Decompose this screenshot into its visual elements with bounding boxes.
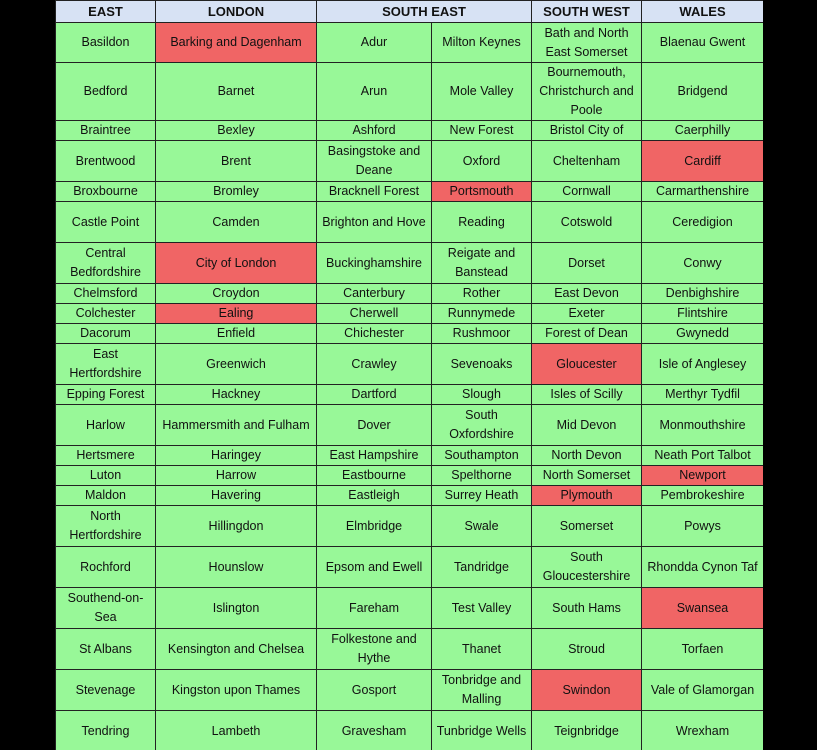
table-cell: New Forest	[432, 121, 532, 141]
table-cell: Tonbridge and Malling	[432, 670, 532, 711]
table-cell: Spelthorne	[432, 466, 532, 486]
table-cell: Powys	[642, 506, 763, 547]
table-cell: Broxbourne	[56, 182, 156, 202]
table-cell: Milton Keynes	[432, 23, 532, 63]
table-cell: Newport	[642, 466, 763, 486]
table-cell: Harlow	[56, 405, 156, 446]
table-cell: Central Bedfordshire	[56, 243, 156, 284]
table-cell: Canterbury	[317, 284, 432, 304]
table-cell: Luton	[56, 466, 156, 486]
table-cell: Colchester	[56, 304, 156, 324]
table-cell: Rhondda Cynon Taf	[642, 547, 763, 588]
table-cell: Conwy	[642, 243, 763, 284]
table-cell: Southend-on-Sea	[56, 588, 156, 629]
table-cell: North Somerset	[532, 466, 642, 486]
table-cell: Lambeth	[156, 711, 317, 750]
table-cell: Southampton	[432, 446, 532, 466]
table-cell: Ealing	[156, 304, 317, 324]
table-cell: Maldon	[56, 486, 156, 506]
table-cell: Buckinghamshire	[317, 243, 432, 284]
column-header: SOUTH WEST	[532, 1, 642, 23]
table-cell: South Oxfordshire	[432, 405, 532, 446]
table-cell: Reigate and Banstead	[432, 243, 532, 284]
table-cell: Cardiff	[642, 141, 763, 182]
table-cell: Rushmoor	[432, 324, 532, 344]
table-cell: Greenwich	[156, 344, 317, 385]
table-cell: Bromley	[156, 182, 317, 202]
table-row	[56, 385, 764, 405]
table-cell: Gloucester	[532, 344, 642, 385]
table-cell: South Gloucestershire	[532, 547, 642, 588]
table-row	[56, 588, 764, 629]
table-cell: Chichester	[317, 324, 432, 344]
table-cell: Sevenoaks	[432, 344, 532, 385]
table-cell: Cheltenham	[532, 141, 642, 182]
table-cell: Harrow	[156, 466, 317, 486]
table-cell: Barking and Dagenham	[156, 23, 317, 63]
table-cell: Brighton and Hove	[317, 202, 432, 243]
spreadsheet	[55, 0, 763, 750]
table-cell: Havering	[156, 486, 317, 506]
table-cell: Rother	[432, 284, 532, 304]
table-cell: Eastbourne	[317, 466, 432, 486]
table-cell: Hertsmere	[56, 446, 156, 466]
table-cell: Merthyr Tydfil	[642, 385, 763, 405]
table-row	[56, 506, 764, 547]
table-cell: Eastleigh	[317, 486, 432, 506]
table-row	[56, 63, 764, 121]
table-cell: Basildon	[56, 23, 156, 63]
table-cell: Enfield	[156, 324, 317, 344]
table-cell: Flintshire	[642, 304, 763, 324]
table-cell: Denbighshire	[642, 284, 763, 304]
table-cell: North Devon	[532, 446, 642, 466]
table-cell: Swansea	[642, 588, 763, 629]
table-cell: Swale	[432, 506, 532, 547]
table-cell: Dacorum	[56, 324, 156, 344]
table-cell: Chelmsford	[56, 284, 156, 304]
table-cell: Croydon	[156, 284, 317, 304]
table-cell: Bath and North East Somerset	[532, 23, 642, 63]
table-cell: Epping Forest	[56, 385, 156, 405]
table-cell: Adur	[317, 23, 432, 63]
table-cell: Oxford	[432, 141, 532, 182]
table-cell: Slough	[432, 385, 532, 405]
table-cell: Isles of Scilly	[532, 385, 642, 405]
table-cell: Tandridge	[432, 547, 532, 588]
table-cell: Elmbridge	[317, 506, 432, 547]
table-row	[56, 23, 764, 63]
table-cell: Test Valley	[432, 588, 532, 629]
table-cell: Torfaen	[642, 629, 763, 670]
table-cell: Hounslow	[156, 547, 317, 588]
column-header: WALES	[642, 1, 763, 23]
table-cell: Gosport	[317, 670, 432, 711]
table-cell: Rochford	[56, 547, 156, 588]
table-cell: Somerset	[532, 506, 642, 547]
table-cell: Cornwall	[532, 182, 642, 202]
table-cell: Hillingdon	[156, 506, 317, 547]
table-row	[56, 304, 764, 324]
table-cell: Wrexham	[642, 711, 763, 750]
table-cell: Surrey Heath	[432, 486, 532, 506]
table-cell: Stroud	[532, 629, 642, 670]
table-row	[56, 670, 764, 711]
table-cell: Dartford	[317, 385, 432, 405]
table-cell: Ceredigion	[642, 202, 763, 243]
table-cell: Exeter	[532, 304, 642, 324]
table-cell: Monmouthshire	[642, 405, 763, 446]
table-cell: Arun	[317, 63, 432, 121]
table-row	[56, 284, 764, 304]
table-cell: Swindon	[532, 670, 642, 711]
table-row	[56, 405, 764, 446]
table-cell: Haringey	[156, 446, 317, 466]
table-cell: City of London	[156, 243, 317, 284]
table-cell: Brentwood	[56, 141, 156, 182]
table-row	[56, 182, 764, 202]
table-row	[56, 486, 764, 506]
table-cell: Bexley	[156, 121, 317, 141]
table-cell: East Hampshire	[317, 446, 432, 466]
table-cell: Gwynedd	[642, 324, 763, 344]
table-row	[56, 711, 764, 750]
table-cell: Neath Port Talbot	[642, 446, 763, 466]
table-cell: East Hertfordshire	[56, 344, 156, 385]
districts-table	[55, 0, 763, 750]
table-cell: Bridgend	[642, 63, 763, 121]
table-cell: Stevenage	[56, 670, 156, 711]
table-cell: Plymouth	[532, 486, 642, 506]
table-cell: Cotswold	[532, 202, 642, 243]
table-cell: Vale of Glamorgan	[642, 670, 763, 711]
table-cell: Dover	[317, 405, 432, 446]
table-row	[56, 243, 764, 284]
table-cell: Mole Valley	[432, 63, 532, 121]
table-row	[56, 141, 764, 182]
table-cell: Epsom and Ewell	[317, 547, 432, 588]
table-row	[56, 547, 764, 588]
header-row	[56, 1, 764, 23]
table-cell: Braintree	[56, 121, 156, 141]
table-cell: Tunbridge Wells	[432, 711, 532, 750]
table-body	[56, 23, 764, 750]
table-cell: South Hams	[532, 588, 642, 629]
table-cell: Islington	[156, 588, 317, 629]
table-row	[56, 121, 764, 141]
table-cell: Gravesham	[317, 711, 432, 750]
table-cell: Kensington and Chelsea	[156, 629, 317, 670]
table-cell: Bedford	[56, 63, 156, 121]
table-cell: St Albans	[56, 629, 156, 670]
table-cell: Mid Devon	[532, 405, 642, 446]
table-cell: Thanet	[432, 629, 532, 670]
table-cell: Bournemouth, Christchurch and Poole	[532, 63, 642, 121]
table-cell: Dorset	[532, 243, 642, 284]
table-cell: Fareham	[317, 588, 432, 629]
table-cell: Blaenau Gwent	[642, 23, 763, 63]
table-cell: Castle Point	[56, 202, 156, 243]
table-row	[56, 344, 764, 385]
table-cell: Ashford	[317, 121, 432, 141]
table-cell: Carmarthenshire	[642, 182, 763, 202]
table-cell: Reading	[432, 202, 532, 243]
table-cell: Folkestone and Hythe	[317, 629, 432, 670]
table-cell: Kingston upon Thames	[156, 670, 317, 711]
table-row	[56, 324, 764, 344]
table-cell: Hammersmith and Fulham	[156, 405, 317, 446]
table-cell: Basingstoke and Deane	[317, 141, 432, 182]
table-cell: Crawley	[317, 344, 432, 385]
table-cell: Cherwell	[317, 304, 432, 324]
column-header: SOUTH EAST	[317, 1, 532, 23]
column-header: EAST	[56, 1, 156, 23]
table-row	[56, 629, 764, 670]
table-cell: Bracknell Forest	[317, 182, 432, 202]
table-cell: East Devon	[532, 284, 642, 304]
table-cell: Pembrokeshire	[642, 486, 763, 506]
table-row	[56, 466, 764, 486]
column-header: LONDON	[156, 1, 317, 23]
table-cell: Runnymede	[432, 304, 532, 324]
table-cell: Isle of Anglesey	[642, 344, 763, 385]
table-cell: North Hertfordshire	[56, 506, 156, 547]
table-cell: Hackney	[156, 385, 317, 405]
table-cell: Forest of Dean	[532, 324, 642, 344]
table-cell: Caerphilly	[642, 121, 763, 141]
table-cell: Camden	[156, 202, 317, 243]
table-cell: Brent	[156, 141, 317, 182]
table-row	[56, 202, 764, 243]
table-cell: Portsmouth	[432, 182, 532, 202]
table-cell: Bristol City of	[532, 121, 642, 141]
table-cell: Barnet	[156, 63, 317, 121]
table-row	[56, 446, 764, 466]
table-cell: Teignbridge	[532, 711, 642, 750]
table-cell: Tendring	[56, 711, 156, 750]
